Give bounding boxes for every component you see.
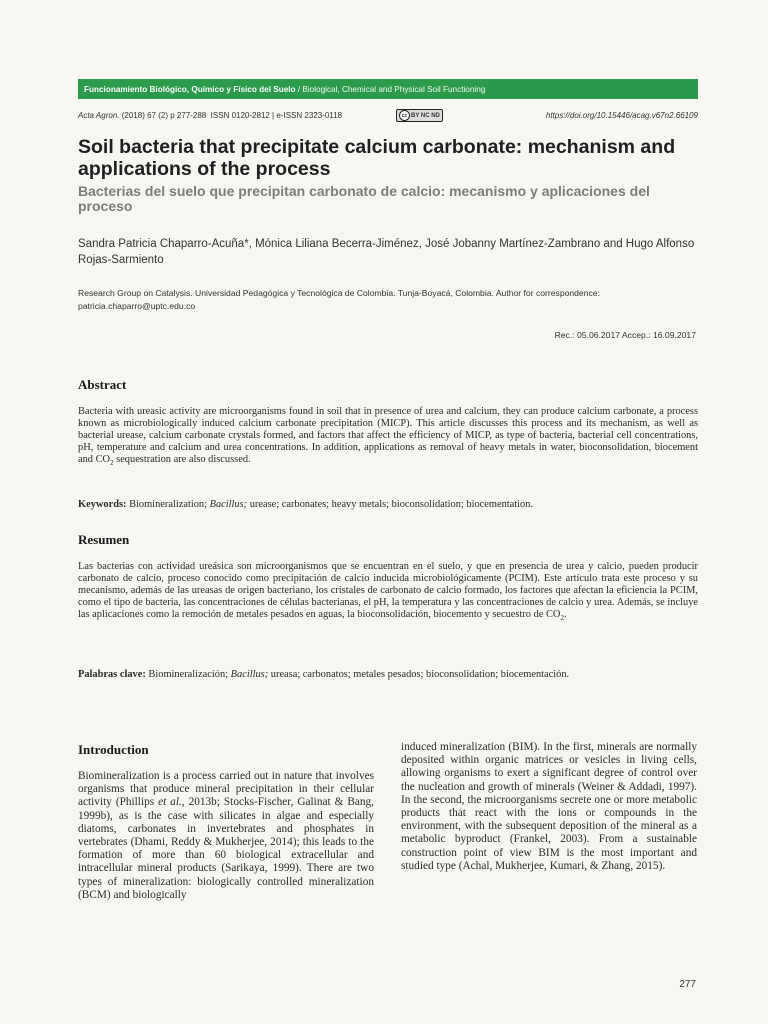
introduction-heading: Introduction xyxy=(78,742,149,757)
resumen-keywords xyxy=(78,669,698,681)
banner-section-en: Biological, Chemical and Physical Soil Functioning xyxy=(302,84,486,94)
license-label: BY NC ND xyxy=(411,112,440,119)
affiliation: Research Group on Catalysis. Universidad Pedagógica y Tecnológica de Colombia. Tunja-Boyacá, Colombia. Author for correspondence: patricia.chaparro@uptc.edu.co xyxy=(78,288,600,311)
cc-license-icon[interactable] xyxy=(396,109,443,122)
doi-link[interactable]: https://doi.org/10.15446/acag.v67n2.66109 xyxy=(545,110,698,120)
banner-separator: / xyxy=(295,84,303,94)
abstract-keywords xyxy=(78,499,698,511)
banner-section-es: Funcionamiento Biológico, Químico y Físico del Suelo xyxy=(84,84,296,94)
keywords-italic: Bacillus; xyxy=(209,499,248,510)
article-subtitle: Bacterias del suelo que precipitan carbonato de calcio: mecanismo y aplicaciones del proceso xyxy=(78,183,650,214)
article-title: Soil bacteria that precipitate calcium carbonate: mechanism and applications of the process xyxy=(78,136,676,180)
citation-row xyxy=(78,108,698,122)
palabras-part-b: ureasa; carbonatos; metales pesados; bioconsolidation; biocementación. xyxy=(268,669,570,680)
introduction-right-column: induced mineralization (BIM). In the first, minerals are normally deposited within organic matrices or vesicles in living cells, allowing organisms to exert a significant degree of control over the nucleation and growth of minerals (Weiner & Addadi, 1997). In the second, the microorganisms secrete one or more metabolic products that react with the ions or compounds in the environment, with the subsequent deposition of the mineral as a metabolic byproduct (Frankel, 2003). From a sustainable construction point of view BIM is the most important and studied type (Achal, Mukherjee, Kumari, & Zhang, 2015). xyxy=(401,741,697,872)
intro-left-part-b: , 2013b; Stocks-Fischer, Galinat & Bang, 1999b), as is the case with silicates in algae and especially diatoms, carbonates in invertebrates and phosphates in vertebrates (Dhami, Reddy & Mukherjee, 2014); this leads to the formation of more than 60 biological extracellular and intracellular mineral products (Sarikaya, 1999). There are two types of mineralization: biologically controlled mineralization (BCM) and biologically xyxy=(78,796,374,901)
abstract-subscript: 2 xyxy=(110,459,114,468)
keywords-part-a: Biomineralization; xyxy=(126,499,210,510)
page-number: 277 xyxy=(679,979,696,990)
citation xyxy=(78,111,342,120)
keywords-part-b: urease; carbonates; heavy metals; bioconsolidation; biocementation. xyxy=(247,499,534,510)
keywords-label: Keywords: xyxy=(78,499,127,510)
intro-left-italic: et al. xyxy=(158,796,182,809)
section-banner xyxy=(78,79,698,99)
resumen-body-end: . xyxy=(563,609,567,621)
citation-details: (2018) 67 (2) p 277-288 ISSN 0120-2812 | e-ISSN 2323-0118 xyxy=(119,110,343,120)
received-accepted-dates: Rec.: 05.06.2017 Accep.: 16.09.2017 xyxy=(554,330,696,340)
palabras-clave-label: Palabras clave: xyxy=(78,669,146,680)
cc-circle-icon: cc xyxy=(399,110,410,121)
abstract-body: Bacteria with ureasic activity are microorganisms found in soil that in presence of urea and calcium, they can produce calcium carbonate, a process known as microbiologically induced calcium carbonate precipitation (MICP). This article discusses this process and its mechanism, as well as bacterial urease, calcium carbonate crystals formed, and factors that affect the efficiency of MICP, as type of bacteria, bacterial cell concentrations, pH, temperature and calcium and urea concentrations. In addition, applications as removal of heavy metals in water, bioconsolidation, biocement and CO xyxy=(78,406,698,466)
palabras-part-a: Biomineralización; xyxy=(145,669,231,680)
resumen-text xyxy=(78,561,698,621)
resumen-heading: Resumen xyxy=(78,532,130,547)
resumen-subscript: 2 xyxy=(560,614,564,623)
journal-name: Acta Agron. xyxy=(78,110,120,120)
resumen-body: Las bacterias con actividad ureásica son microorganismos que se encuentran en el suelo, y que en presencia de urea y calcio, pueden producir carbonato de calcio, proceso conocido como precipitación de calcio inducida microbiológicamente (PCIM). Este artículo trata este proceso y su mecanismo, además de las ureasas de origen bacteriano, los cristales de carbonato de calcio formado, los factores que afectan la eficiencia la PCIM, como el tipo de bacteria, las concentraciones de células bacterianas, el pH, la temperatura y las concentraciones de calcio y urea. Además, se incluye las aplicaciones como la remoción de metales pesados en aguas, la bioconsolidación, biocemento y secuestro de CO xyxy=(78,561,698,621)
author-list: Sandra Patricia Chaparro-Acuña*, Mónica Liliana Becerra-Jiménez, José Jobanny Martínez-Zambrano and Hugo Alfonso Rojas-Sarmiento xyxy=(78,238,695,266)
abstract-text xyxy=(78,406,698,466)
abstract-body-end: sequestration are also discussed. xyxy=(113,454,251,466)
palabras-italic: Bacillus; xyxy=(230,669,269,680)
abstract-heading: Abstract xyxy=(78,377,127,392)
intro-left-part-a: Biomineralization is a process carried out in nature that involves organisms that produce mineral precipitation in their cellular activity (Phillips xyxy=(78,770,374,809)
introduction-left-column xyxy=(78,770,374,902)
